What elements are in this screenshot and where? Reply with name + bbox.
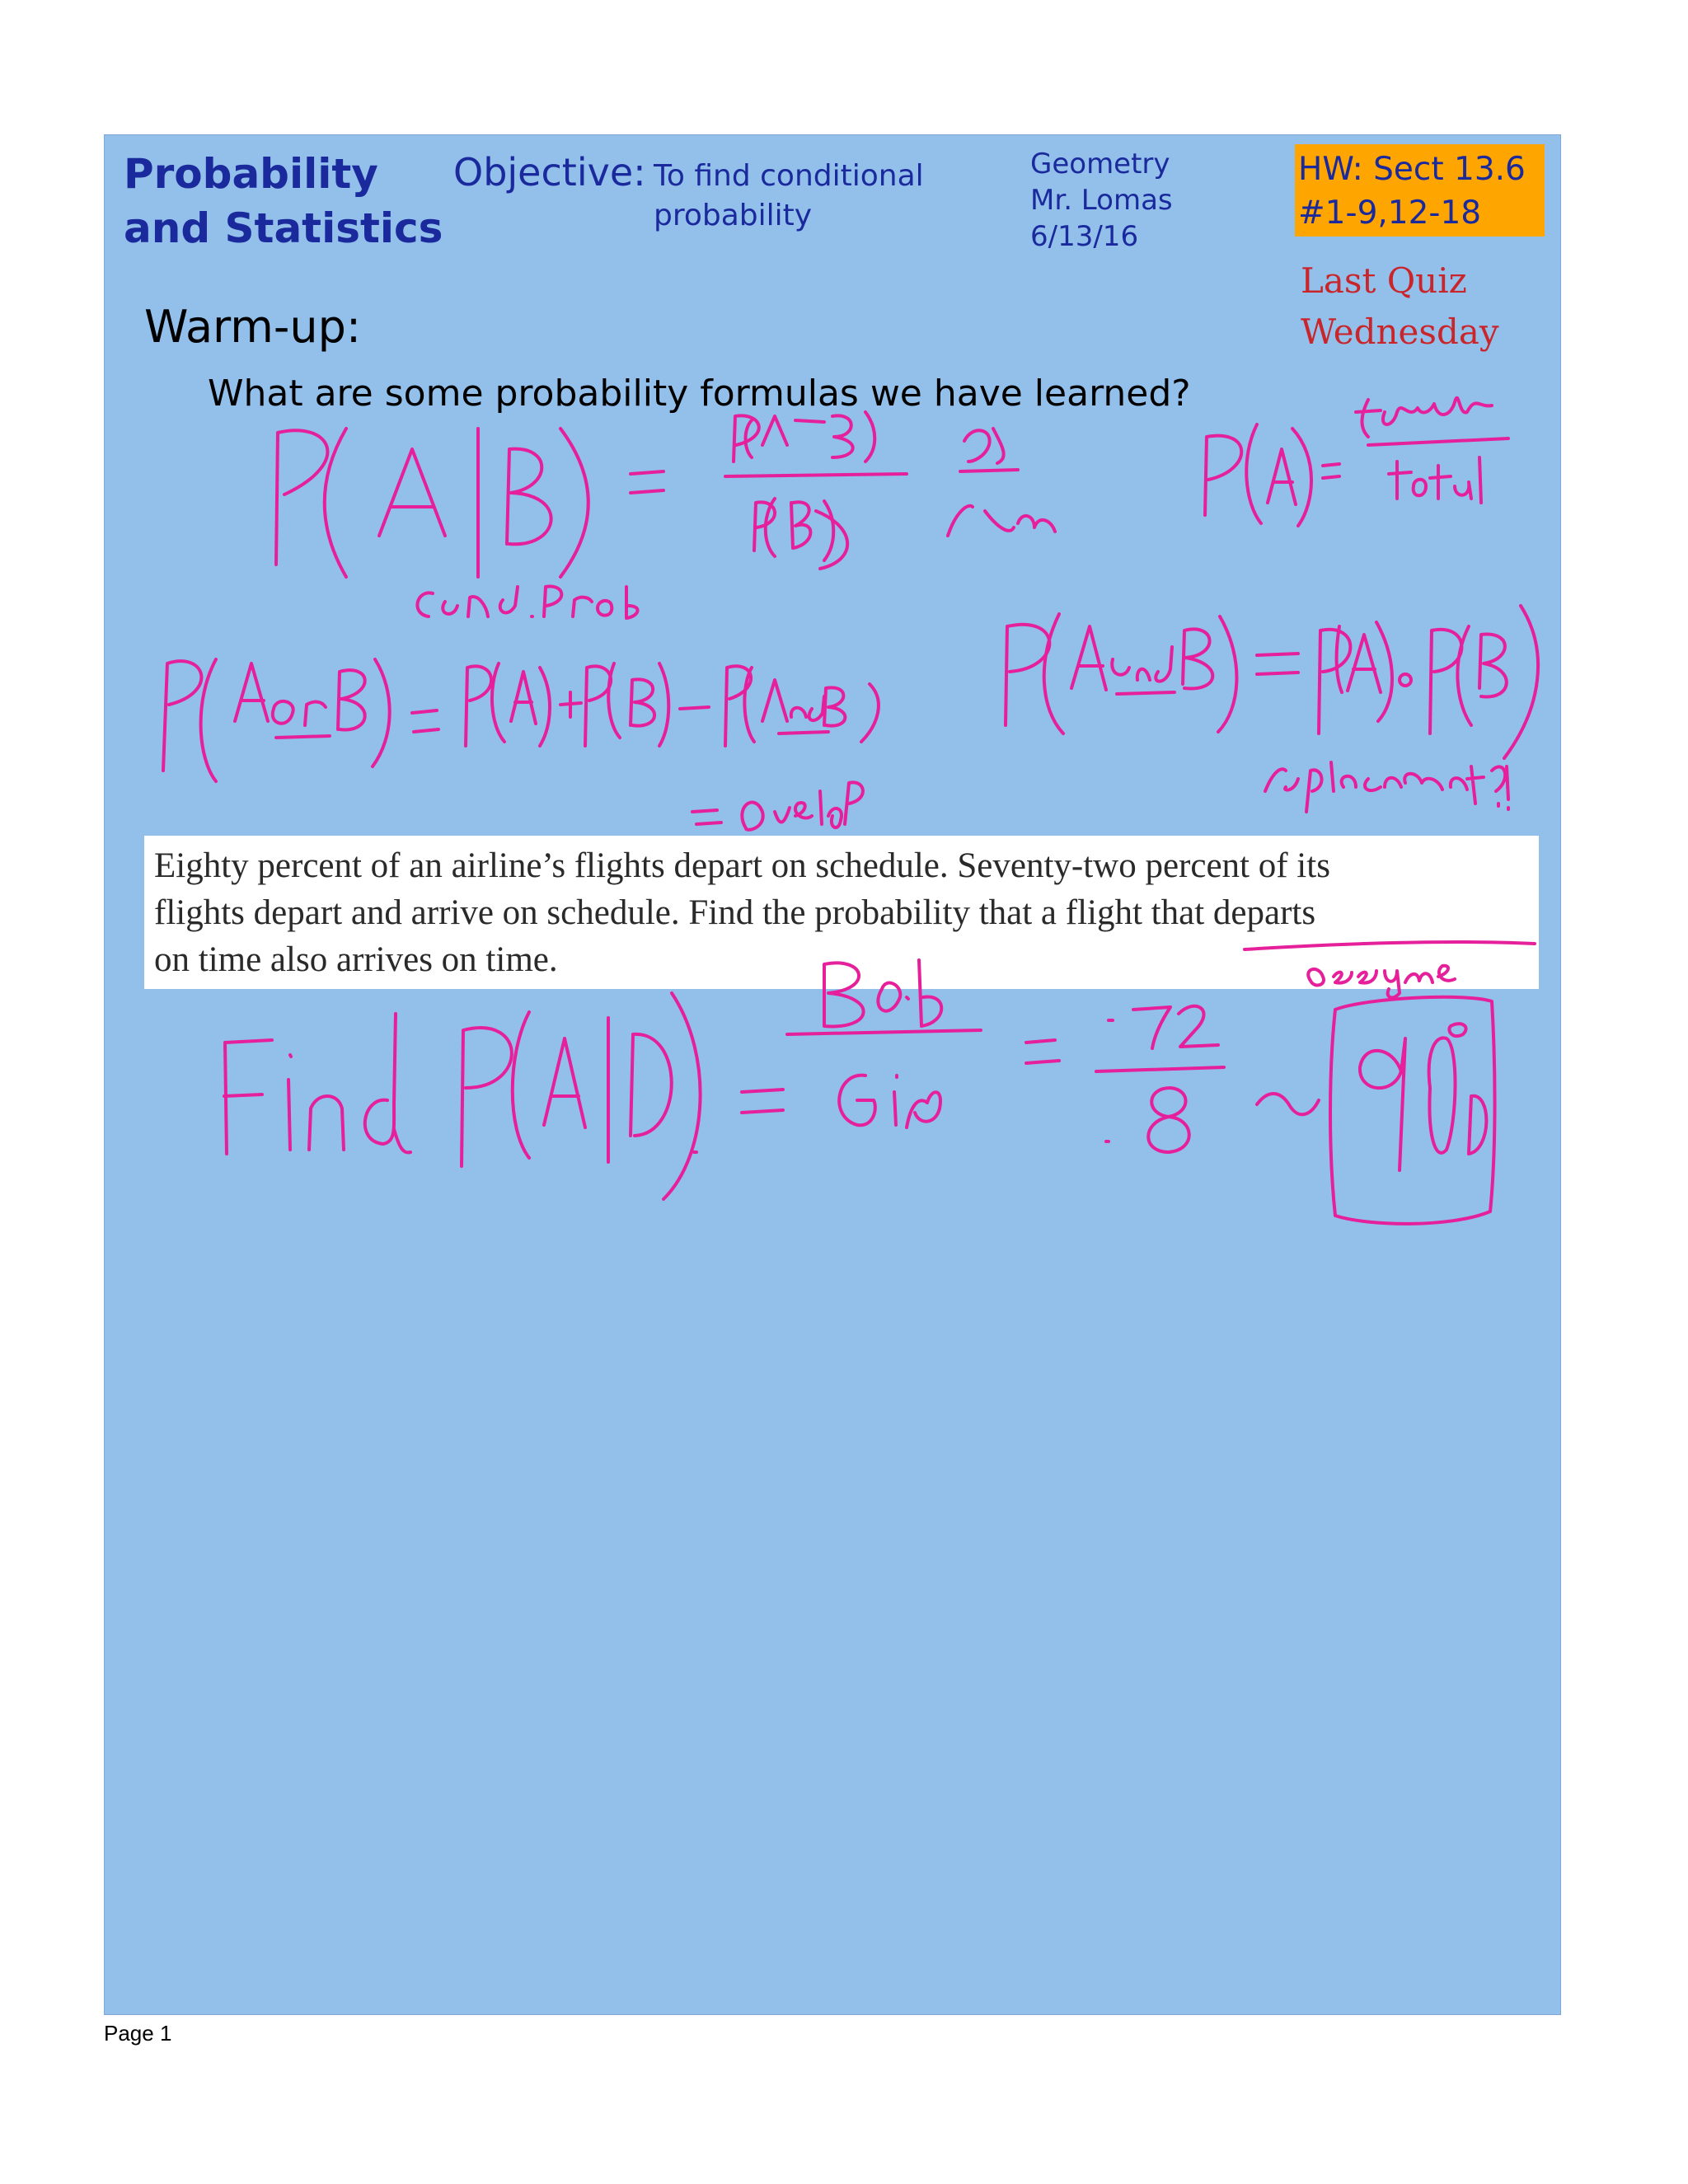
course-name: Geometry [1030,148,1170,180]
solution-ink [224,960,1495,1224]
title-line-2: and Statistics [124,204,443,252]
lesson-date: 6/13/16 [1030,220,1139,253]
objective-line-1: To find conditional [654,159,924,193]
problem-line-2: flights depart and arrive on schedule. Find the probability that a flight that departs [154,893,1316,932]
underline-ink [1245,942,1535,949]
objective-label: Objective: [453,150,646,194]
homework-line-2: #1-9,12-18 [1298,194,1482,232]
conditional-probability-formula-ink [276,412,1055,577]
quiz-line-1: Last Quiz [1301,260,1467,301]
cond-prob-ink [417,587,637,618]
problem-line-1: Eighty percent of an airline’s flights depart on schedule. Seventy-two percent of its [154,846,1330,885]
warmup-heading: Warm-up: [144,301,362,353]
homework-line-1: HW: Sect 13.6 [1298,151,1526,188]
title-line-1: Probability [124,150,378,198]
page-number: Page 1 [104,2021,172,2046]
quiz-line-2: Wednesday [1301,312,1499,352]
basic-probability-formula-ink [1205,398,1508,526]
objective-line-2: probability [654,199,813,232]
teacher-name: Mr. Lomas [1030,184,1173,217]
independent-events-formula-ink [1006,606,1538,812]
warmup-question: What are some probability formulas we have learned? [208,373,1191,415]
addition-rule-formula-ink [163,659,879,830]
problem-line-3: on time also arrives on time. [154,940,558,979]
assume-ink [1308,966,1455,998]
